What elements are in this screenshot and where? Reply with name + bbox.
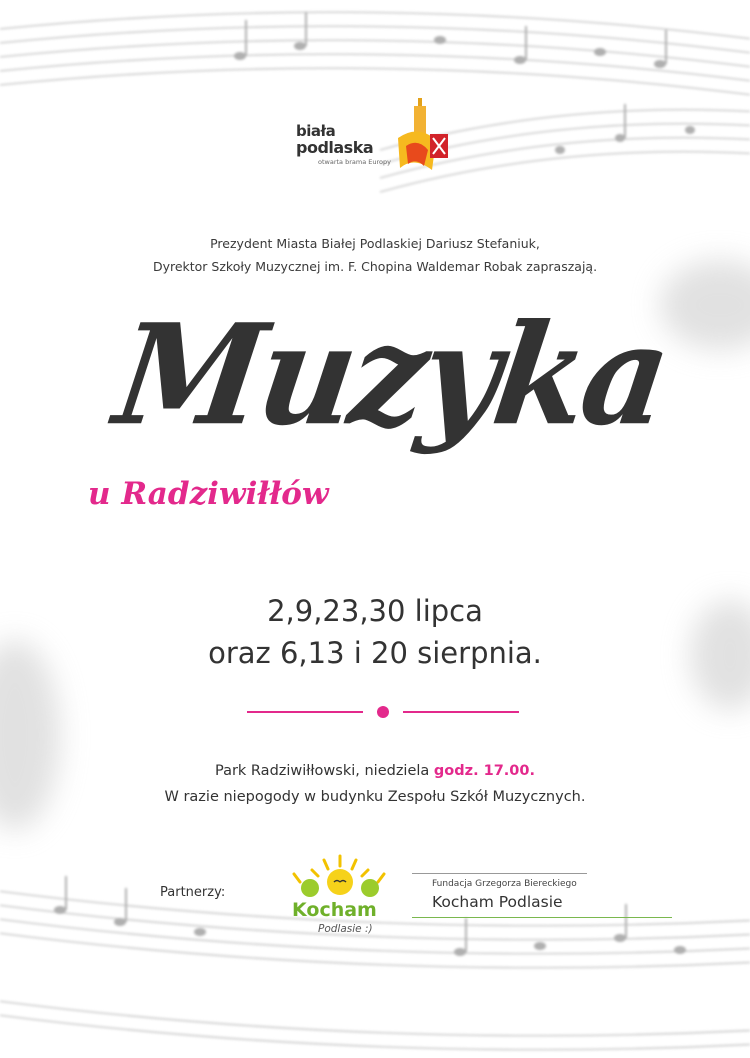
divider-dot [377,706,389,718]
fundacja-logo [412,873,672,921]
event-dates [0,590,750,674]
fundacja-rule-top [412,873,587,874]
partners-label: Partnerzy: [160,885,226,900]
venue-place-day: Park Radziwiłłowski, niedziela [214,763,430,779]
logo-line-1: biała [296,122,336,140]
title-subtitle: u Radziwiłłów [88,476,329,512]
venue-info [0,758,750,810]
intro-line-1: Prezydent Miasta Białej Podlaskiej Dariusz Stefaniuk, [210,236,540,251]
fundacja-title: Kocham Podlasie [432,893,563,911]
tower-emblem-icon [388,96,450,174]
fundacja-name: Fundacja Grzegorza Biereckiego [432,879,577,889]
divider-right [403,711,519,713]
venue-line-1 [0,758,750,784]
logo-tagline: otwarta brama Europy [318,158,391,166]
venue-time: godz. 17.00. [433,763,535,779]
logo-line-2: podlaska [296,138,374,157]
event-title [0,294,750,538]
kocham-sub: Podlasie :) [318,923,373,935]
divider-left [247,711,363,713]
dates-line-2: oraz 6,13 i 20 sierpnia. [208,636,542,670]
kocham-podlasie-logo [280,852,400,942]
dates-line-1: 2,9,23,30 lipca [267,594,483,628]
intro-text [0,232,750,278]
fundacja-rule-bottom [412,917,672,918]
kocham-word: Kocham [292,899,377,921]
biala-podlaska-logo [296,96,456,176]
intro-line-2: Dyrektor Szkoły Muzycznej im. F. Chopina Waldemar Robak zapraszają. [152,259,598,274]
title-main: Muzyka [106,294,677,457]
venue-line-2: W razie niepogody w budynku Zespołu Szkół Muzycznych. [164,789,586,805]
